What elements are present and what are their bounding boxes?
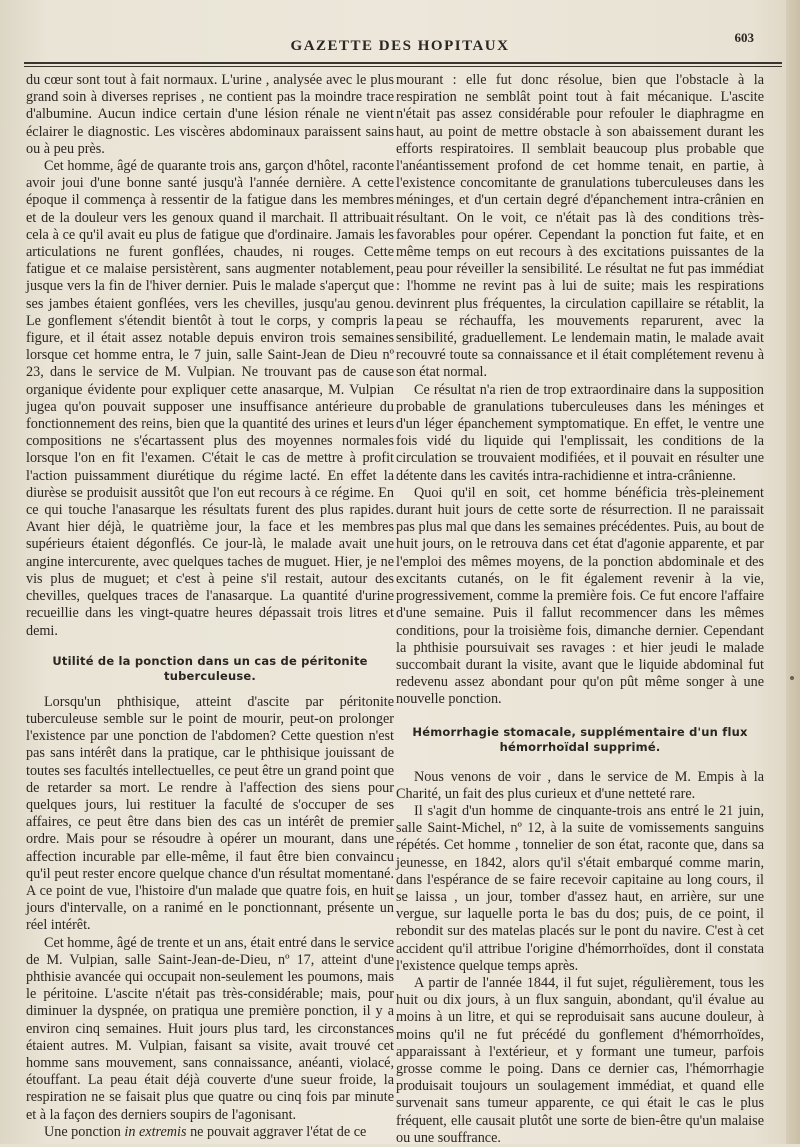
paragraph — [26, 1124, 394, 1141]
page-header — [0, 26, 800, 60]
section-heading: Utilité de la ponction dans un cas de péritonite tuberculeuse. — [52, 653, 368, 683]
paragraph: Ce résultat n'a rien de trop extraordinaire dans la supposition probable de granulations tuberculeuses dans les méninges et d'un léger épanchement symptomatique. En effet, le ventre une fois vidé du liquide qui l'emplissait, les conditions de la circulation se trouvaient modifiées, et il pouvait en résulter une détente dans les cavités intra-rachidienne et intra-crânienne. — [396, 381, 764, 484]
journal-title: GAZETTE DES HOPITAUX — [290, 38, 510, 54]
paragraph: Lorsqu'un phthisique, atteint d'ascite par péritonite tuberculeuse semble sur le point de mourir, peut-on prolonger l'existence par une ponction de l'abdomen? Cette question n'est pas sans intérêt dans la pratique, car le phthisique jouissant de toutes ses facultés intellectuelles, ce peut être un grand point que de retarder sa mort. Le rendre à l'affection des siens pour quelques jours, lui restituer la faculté de s'occuper de ses affaires, ce peut être dans bien des cas un intérêt de premier ordre. Mais pour se résoudre à opérer un mourant, dans une affection incurable par elle-même, il faut être bien convaincu qu'il peut rester encore quelque chance d'un résultat momentané. A ce point de vue, l'histoire d'un malade que quatre fois, en huit jours d'intervalle, on a ranimé en le ponctionnant, présente un réel intérêt. — [26, 693, 394, 934]
left-column — [26, 72, 394, 1140]
header-rule-thick — [24, 62, 782, 64]
section-heading: Hémorrhagie stomacale, supplémentaire d'un flux hémorrhoïdal supprimé. — [412, 724, 748, 754]
paragraph: mourant : elle fut donc résolue, bien que l'obstacle à la respiration ne semblât point tout à fait mécanique. L'ascite n'était pas assez considérable pour refouler le diaphragme en haut, au point de mettre obstacle à son abaissement durant les efforts respiratoires. Il semblait beaucoup plus probable que l'anéantissement profond de cet homme tenait, en partie, à l'existence concomitante de granulations tuberculeuses dans les méninges, et d'un certain degré d'épanchement intra-crânien en résultant. On le voit, ce n'était pas là des conditions très-favorables pour opérer. Cependant la ponction fut faite, et en même temps on eut recours à des excitations puissantes de la peau pour réveiller la sensibilité. Le résultat ne fut pas immédiat : l'homme ne revint pas à lui de suite; mais les respirations devinrent plus fréquentes, la circulation capillaire se rétablit, la peau se réchauffa, les mouvements reparurent, avec la sensibilité, graduellement. Le lendemain matin, le malade avait recouvré toute sa connaissance et il était complétement revenu à son état normal. — [396, 72, 764, 381]
page-binding-edge — [786, 0, 800, 1144]
paragraph: du cœur sont tout à fait normaux. L'urine , analysée avec le plus grand soin à diverses reprises , ne contient pas la moindre trace d'albumine. Aucun indice certain d'une lésion rénale ne vient éclairer le diagnostic. Les viscères abdominaux paraissent sains ou à peu près. — [26, 72, 394, 157]
header-rule-thin — [24, 66, 782, 67]
paragraph: Cet homme, âgé de trente et un ans, était entré dans le service de M. Vulpian, salle Saint-Jean-de-Dieu, nº 17, atteint d'une phthisie avancée qui occupait non-seulement les poumons, mais le péritoine. L'ascite n'était pas très-considérable; mais, pour diminuer la dyspnée, on pratiqua une première ponction, il y a environ cinq semaines. Huit jours plus tard, les circonstances étaient autres. M. Vulpian, faisant sa visite, avait trouvé cet homme sans mouvement, sans connaissance, anéanti, violacé, étouffant. La peau était déjà couverte d'une sueur froide, la respiration ne se faisait plus que quatre ou cinq fois par minute et à la façon des derniers soupirs de l'agonisant. — [26, 934, 394, 1123]
text-run: Une ponction — [44, 1123, 125, 1140]
paragraph: Il s'agit d'un homme de cinquante-trois ans entré le 21 juin, salle Saint-Michel, nº 12, à la suite de vomissements sanguins répétés. Cet homme , tonnelier de son état, raconte que, dans sa jeunesse, en 1842, alors qu'il s'était embarqué comme marin, dans l'espérance de se faire recevoir capitaine au long cours, il se laissa , un jour, tomber d'assez haut, en arrière, sur une vergue, sur laquelle porta le bas du dos; puis, de ce point, il rebondit sur des matelas placés sur le pont du navire. C'est à cet accident qu'il attribue l'origine d'hémorrhoïdes, dont il constata l'existence quelque temps après. — [396, 802, 764, 974]
ink-speck — [790, 676, 794, 680]
paragraph: Nous venons de voir , dans le service de M. Empis à la Charité, un fait des plus curieux et d'une netteté rare. — [396, 768, 764, 802]
text-run: ne pouvait aggraver l'état de ce — [186, 1123, 367, 1140]
emphasis-text: in extremis — [124, 1123, 187, 1140]
paragraph: Quoi qu'il en soit, cet homme bénéficia très-pleinement durant huit jours de cette sorte de résurrection. Il ne paraissait pas plus mal que dans les semaines précédentes. Puis, au bout de huit jours, on le retrouva dans cet état d'agonie apparente, et par l'emploi des mêmes moyens, de la ponction abdominale et des excitants cutanés, on le fit également revenir à la vie, progressivement, comme la première fois. Ce fut encore l'affaire d'une semaine. Puis il fallut recommencer dans les mêmes conditions, pour la troisième fois, dimanche dernier. Cependant la phthisie poursuivait ses ravages : et hier jeudi le malade succombait durant la visite, avant que le liquide abdominal fut redevenu assez abondant pour qu'on pût même songer à une nouvelle ponction. — [396, 484, 764, 708]
paragraph: A partir de l'année 1844, il fut sujet, régulièrement, tous les huit ou dix jours, à un flux sanguin, abondant, qu'il évalue au moins à un litre, et qui se reproduisait sans aucune douleur, à moins qu'il ne fut précédé du gonflement d'hémorrhoïdes, apparaissant à l'extérieur, et y formant une tumeur, parfois grosse comme le poing. Dans ce dernier cas, l'hémorrhagie produisait toujours un soulagement immédiat, et quand elle survenait sans tumeur apparente, ce qui était le cas le plus fréquent, elle causait plutôt une sorte de bien-être qu'un malaise ou une souffrance. — [396, 974, 764, 1146]
paragraph: Cet homme, âgé de quarante trois ans, garçon d'hôtel, raconte avoir joui d'une bonne santé jusqu'à l'année dernière. A cette époque il commença à ressentir de la fatigue dans les membres et de la douleur vers les genoux quand il marchait. Il attribuait cela à ce qu'il avait eu plus de fatigue que d'ordinaire. Jamais les articulations ne furent gonflées, chaudes, ni rouges. Cette fatigue et ce malaise persistèrent, sans augmenter notablement, jusque vers la fin de l'hiver dernier. Puis le malade s'aperçut que ses jambes étaient gonflées, vers les chevilles, jusqu'au genou. Le gonflement s'étendit bientôt à tout le corps, y compris la figure, et il était assez notable depuis environ trois semaines lorsque cet homme entra, le 7 juin, salle Saint-Jean de Dieu nº 23, dans le service de M. Vulpian. Ne trouvant pas de cause organique évidente pour expliquer cette anasarque, M. Vulpian jugea qu'on pouvait supposer une insuffisance antérieure du fonctionnement des reins, bien que la quantité des urines et leurs compositions ne s'écartassent plus des moyennes normales lorsque l'on en fit l'examen. C'était le cas de mettre à profit l'action puissamment diurétique du régime lacté. En effet la diurèse se produisit aussitôt que l'on eut recours à ce régime. En ce qui touche l'anasarque les résultats furent des plus rapides. Avant hier déjà, le quatrième jour, la face et les membres supérieurs étaient dégonflés. Ce jour-là, le malade avait une angine intercurente, avec quelques taches de muguet. Hier, je ne vis plus de muguet; et c'est à peine s'il restait, autour des chevilles, quelques traces de l'anasarque. La quantité d'urine recueillie dans les vingt-quatre heures dépassait trois litres et demi. — [26, 158, 394, 639]
page-number: 603 — [734, 30, 754, 45]
right-column — [396, 72, 764, 1146]
